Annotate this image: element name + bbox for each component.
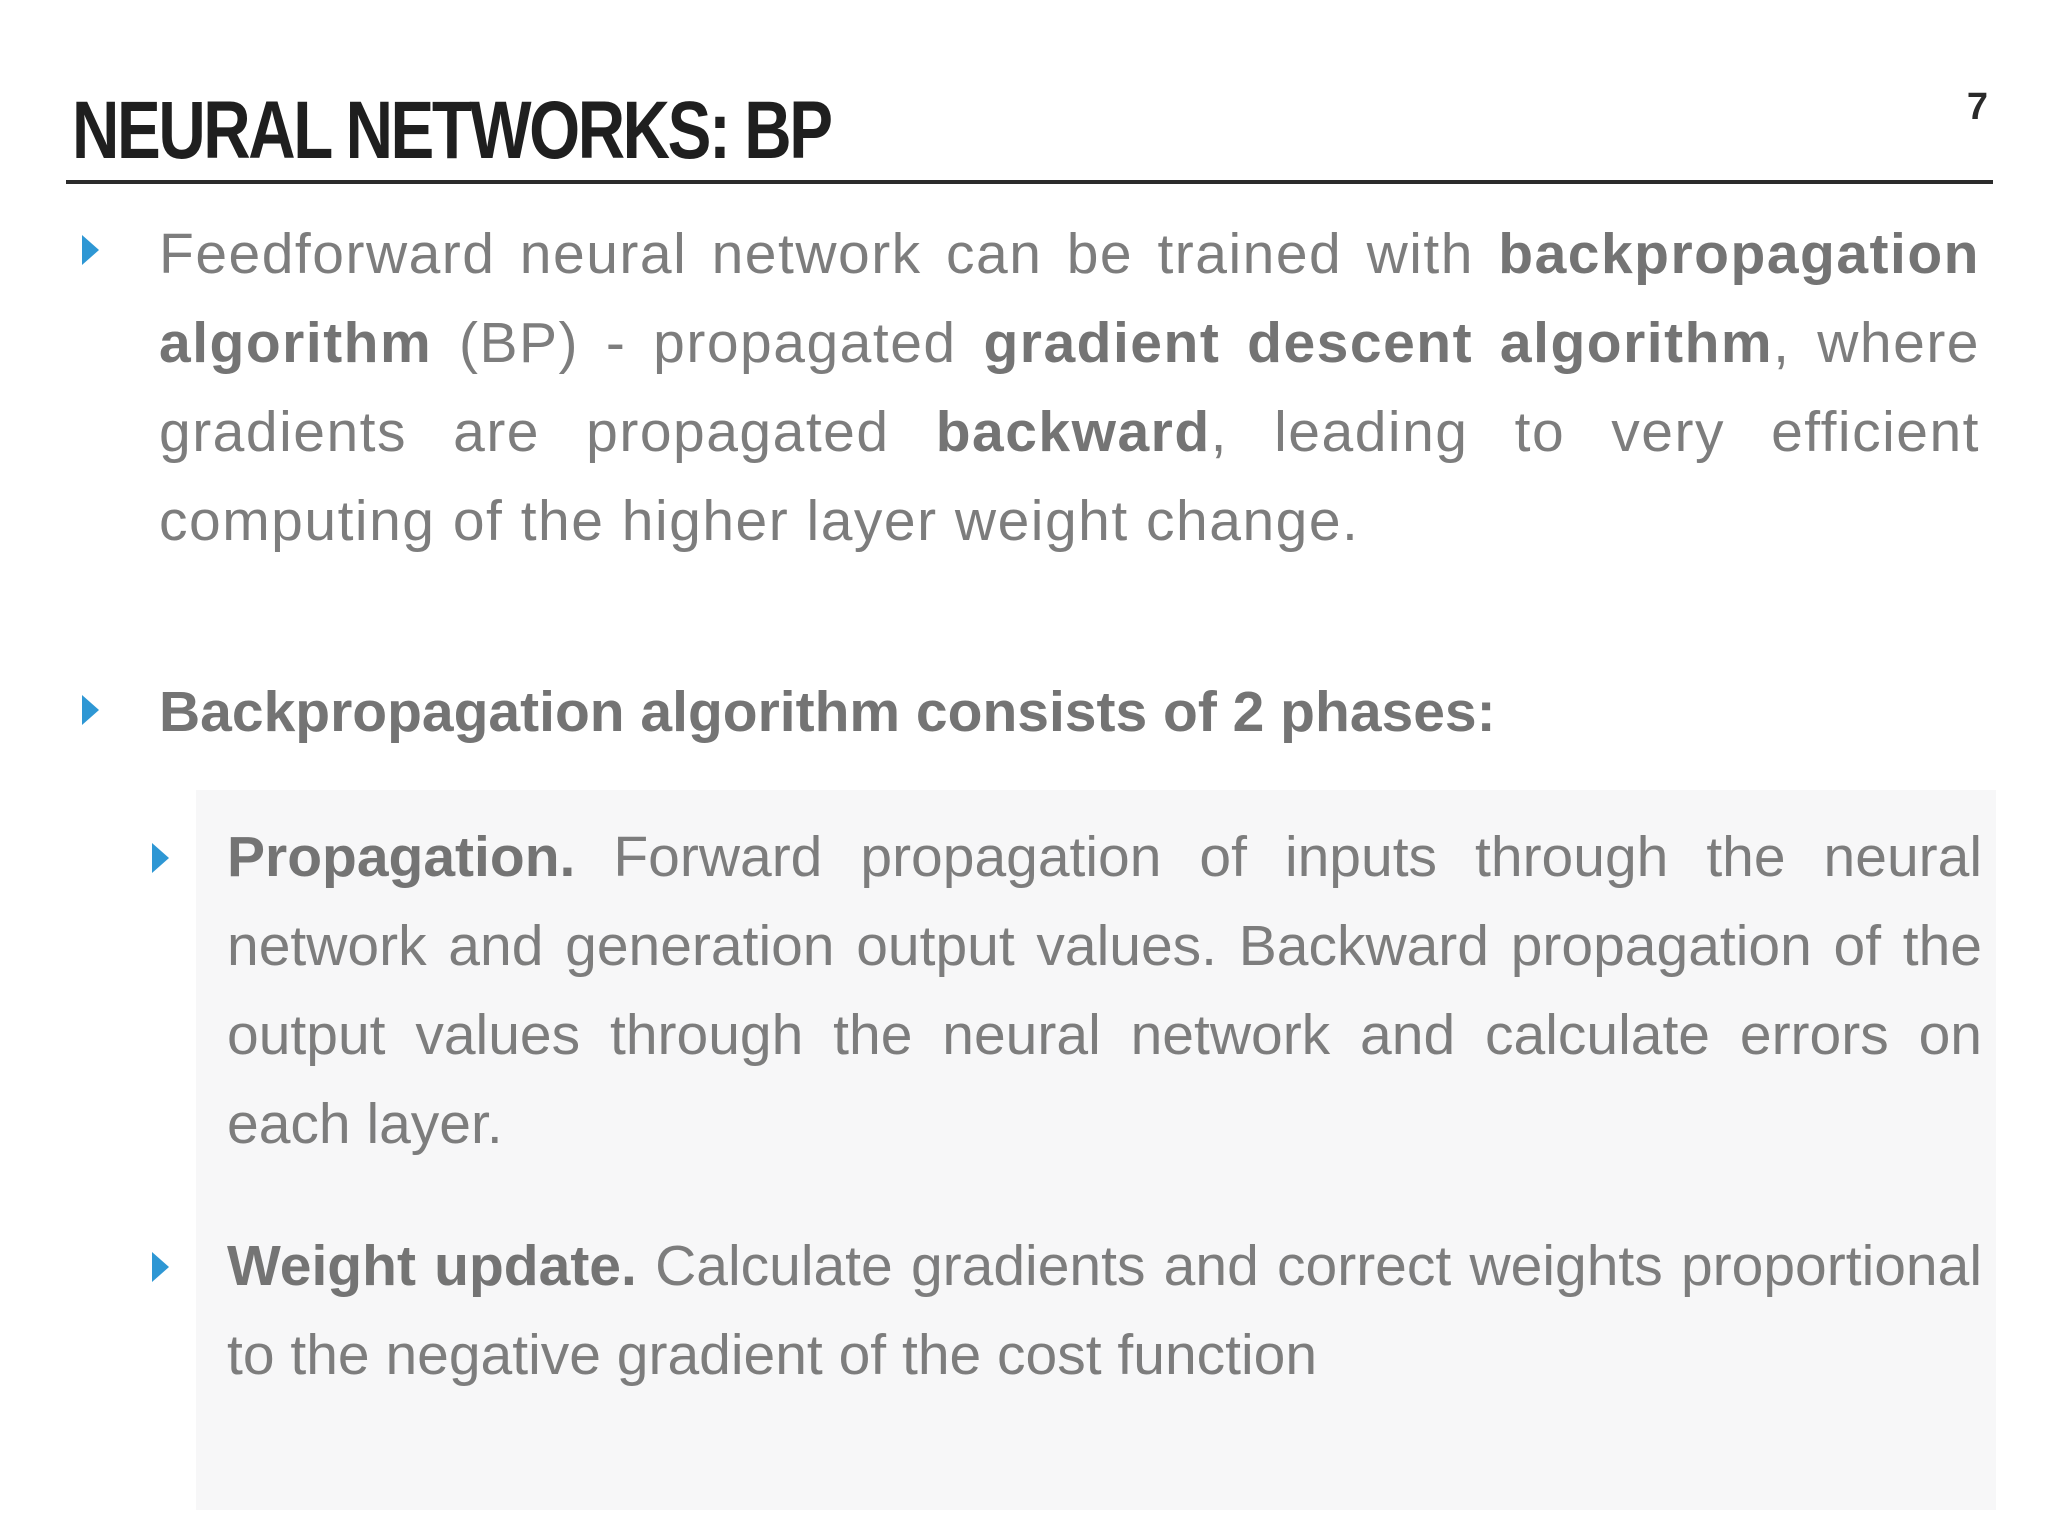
bullet-text	[159, 668, 1980, 757]
bullet-item	[82, 210, 1982, 566]
page-number: 7	[1966, 86, 1988, 128]
bullet-item	[82, 668, 1982, 757]
sub-bullet-text	[227, 813, 1982, 1169]
text-segment: Forward propagation of inputs through the neural network and generation output values. Backward propagation of the output values through the neural network and calculate errors on each layer.	[227, 825, 1982, 1156]
triangle-right-icon	[152, 1252, 169, 1282]
sub-bullet-item	[152, 813, 1982, 1169]
text-segment: , leading to very efficient computing of the higher layer weight change.	[159, 400, 1980, 553]
title-divider	[66, 180, 1993, 184]
text-segment: (BP) - propagated	[432, 311, 984, 375]
triangle-right-icon	[82, 235, 99, 265]
text-segment-bold: Propagation.	[227, 825, 576, 889]
sub-bullet-text	[227, 1222, 1982, 1400]
sub-bullet-item	[152, 1222, 1982, 1400]
text-segment-bold: backpropagation algorithm	[159, 222, 1980, 375]
text-segment-bold: Backpropagation algorithm consists of 2 phases:	[159, 680, 1496, 744]
text-segment-bold: Weight update.	[227, 1234, 637, 1298]
bullet-text	[159, 210, 1980, 566]
text-segment-bold: gradient descent algorithm	[983, 311, 1774, 375]
slide-title: NEURAL NETWORKS: BP	[72, 85, 831, 176]
text-segment-bold: backward	[935, 400, 1211, 464]
text-segment: , where gradients are propagated	[159, 311, 1980, 464]
text-segment: Calculate gradients and correct weights proportional to the negative gradient of the cost function	[227, 1234, 1983, 1387]
text-segment: Feedforward neural network can be trained with	[159, 222, 1499, 286]
triangle-right-icon	[152, 843, 169, 873]
triangle-right-icon	[82, 695, 99, 725]
